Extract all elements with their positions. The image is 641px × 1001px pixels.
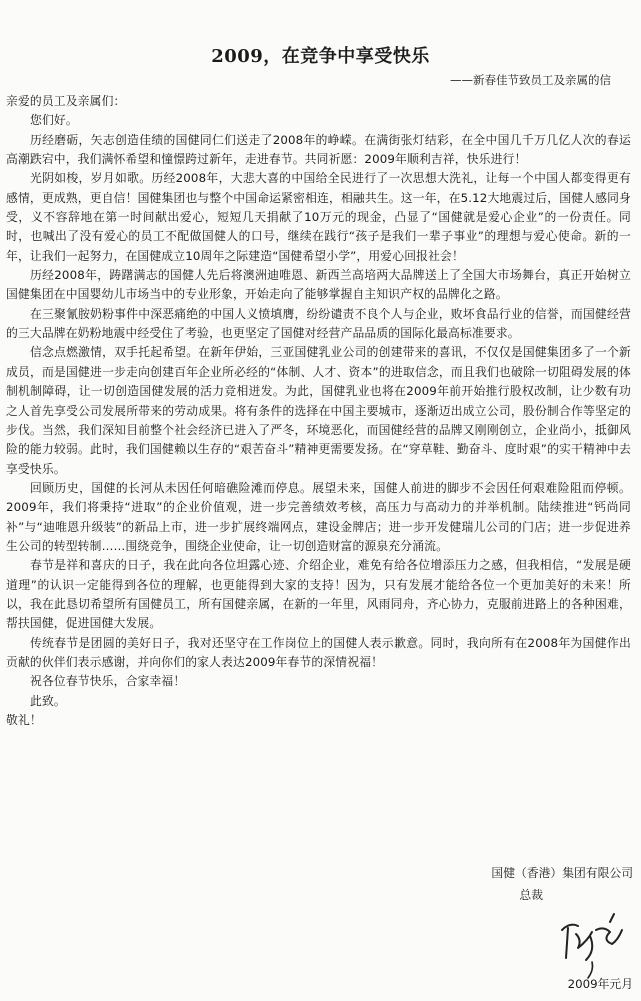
letter-body <box>6 92 631 730</box>
wishes: 祝各位春节快乐，合家幸福！ <box>30 674 186 689</box>
signer-title: 总裁 <box>519 888 543 902</box>
paragraph: 历经2008年，踌躇满志的国健人先后将澳洲迪唯恩、新西兰高培两大品牌送上了全国大市场舞台，真正开始树立国健集团在中国婴幼儿市场当中的专业形象，开始走向了能够掌握自主知识产权的品牌化之路。 <box>6 268 631 302</box>
letter-date: 2009年元月 <box>567 977 633 991</box>
letter-title: 2009，在竞争中享受快乐 <box>211 46 430 67</box>
greeting: 您们好。 <box>30 113 78 128</box>
paragraph: 在三聚氰胺奶粉事件中深恶痛绝的中国人义愤填膺，纷纷谴责不良个人与企业，败坏食品行业的信誉，而国健经营的三大品牌在奶粉地震中经受住了考验，也更坚定了国健对经营产品品质的国际化最高标准要求。 <box>6 306 631 341</box>
paragraph: 回顾历史，国健的长河从未因任何暗礁险滩而停息。展望未来，国健人前进的脚步不会因任何艰难险阻而停顿。2009年，我们将秉持“进取”的企业价值观，进一步完善绩效考核，高压力与高动力的并举机制。陆续推进“钙尚同补”与“迪唯恩升级装”的新品上市，进一步扩展终端网点，建设金牌店；进一步开发健瑞儿公司的门店；进一步促进养生公司的转型转制……围绕竞争，围绕企业使命，让一切创造财富的源泉充分涌流。 <box>6 480 631 553</box>
paragraph: 信念点燃激情，双手托起希望。在新年伊始，三亚国健乳业公司的创建带来的喜讯，不仅仅是国健集团多了一个新成员，而是国健进一步走向创建百年企业所必经的“体制、人才、资本”的进取信念，而且我们也破除一切阻碍发展的体制机制障碍，让一切创造国健发展的活力竞相迸发。为此，国健乳业也将在2009年前开始推行股权改制，让少数有功之人首先享受公司发展所带来的劳动成果。将有条件的选择在中国主要城市，逐渐迈出成立公司，股份制合作等坚定的步伐。当然，我们深知目前整个社会经济已进入了严冬，环境恶化，而国健经营的品牌又刚刚创立，企业尚小，抵御风险的能力较弱。此时，我们国健赖以生存的“艰苦奋斗”精神更需要发扬。在“穿草鞋、勤奋斗、度时艰”的实干精神中去享受快乐。 <box>6 345 631 476</box>
paragraph: 光阴如梭，岁月如歌。历经2008年，大悲大喜的中国给全民进行了一次思想大洗礼，让每一个中国人都变得更有感情，更成熟，更自信！国健集团也与整个中国命运紧密相连，相融共生。这一年，在5.12大地震过后，国健人感同身受，义不容辞地在第一时间献出爱心，短短几天捐献了10万元的现金，凸显了“国健就是爱心企业”的一份责任。同时，也喊出了没有爱心的员工不配做国健人的口号，继续在践行“孩子是我们一辈子事业”的理想与爱心使命。新的一年，让我们一起努力，在国健成立10周年之际建造“国健希望小学”，用爱心回报社会！ <box>6 171 631 263</box>
paragraph: 历经磨砺，矢志创造佳绩的国健同仁们送走了2008年的峥嵘。在满街张灯结彩，在全中国几千万几亿人次的春运高潮跌宕中，我们满怀希望和憧憬跨过新年，走进春节。共同祈愿：2009年顺利吉祥，快乐进行！ <box>6 132 631 167</box>
company-name: 国健（香港）集团有限公司 <box>491 866 633 880</box>
handwritten-signature <box>552 900 632 980</box>
letter-subtitle: ——新春佳节致员工及亲属的信 <box>450 73 611 87</box>
paragraph: 传统春节是团圆的美好日子，我对还坚守在工作岗位上的国健人表示歉意。同时，我向所有在2008年为国健作出贡献的伙伴们表示感谢，并向你们的家人表达2009年春节的深情祝福！ <box>6 635 631 669</box>
regards: 敬礼！ <box>6 713 42 727</box>
salutation: 亲爱的员工及亲属们： <box>6 94 126 108</box>
closing: 此致。 <box>30 693 66 708</box>
paragraph: 春节是祥和喜庆的日子，我在此向各位坦露心迹、介绍企业，难免有给各位增添压力之感，但我相信，“发展是硬道理”的认识一定能得到各位的理解，也更能得到大家的支持！因为，只有发展才能给各位一个更加美好的未来！所以，我在此恳切希望所有国健员工，所有国健亲属，在新的一年里，风雨同舟，齐心协力，克服前进路上的各种困难，帮扶国健，促进国健大发展。 <box>6 558 631 631</box>
